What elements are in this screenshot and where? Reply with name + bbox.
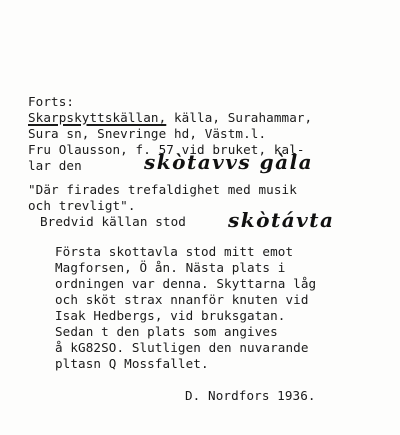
entry-line-2: Sura sn, Snevringe hd, Västm.l. — [28, 126, 267, 141]
entry-line-1-rest: källa, Surahammar, — [166, 110, 313, 125]
paragraph-line-4: och sköt strax nnanför knuten vid — [55, 292, 309, 307]
entry-line-1 — [28, 110, 312, 126]
entry-line-3: Fru Olausson, f. 57 vid bruket, kal- — [28, 142, 305, 157]
paragraph-line-5: Isak Hedbergs, vid bruksgatan. — [55, 308, 286, 323]
paragraph-line-3: ordningen var denna. Skyttarna låg — [55, 276, 317, 291]
handwritten-dialect-word-1: skòtavvs gàla — [144, 150, 314, 174]
paragraph-line-8: pltasn Q Mossfallet. — [55, 356, 209, 371]
handwritten-dialect-word-2: skòtávta — [228, 208, 335, 232]
quote-line-1: "Där firades trefaldighet med musik — [28, 182, 297, 197]
paragraph-line-2: Magforsen, Ö ån. Nästa plats i — [55, 260, 286, 275]
header-label: Forts: — [28, 94, 75, 109]
place-name: Skarpskyttskällan, — [28, 110, 167, 125]
bredvid-line: Bredvid källan stod — [40, 214, 186, 229]
quote-line-2: och trevligt". — [28, 198, 136, 213]
entry-line-4: lar den — [28, 158, 82, 173]
paragraph-line-1: Första skottavla stod mitt emot — [55, 244, 294, 259]
paragraph-line-6: Sedan t den plats som angives — [55, 324, 278, 339]
paragraph-line-7: å kG82SO. Slutligen den nuvarande — [55, 340, 309, 355]
signature: D. Nordfors 1936. — [185, 388, 316, 403]
